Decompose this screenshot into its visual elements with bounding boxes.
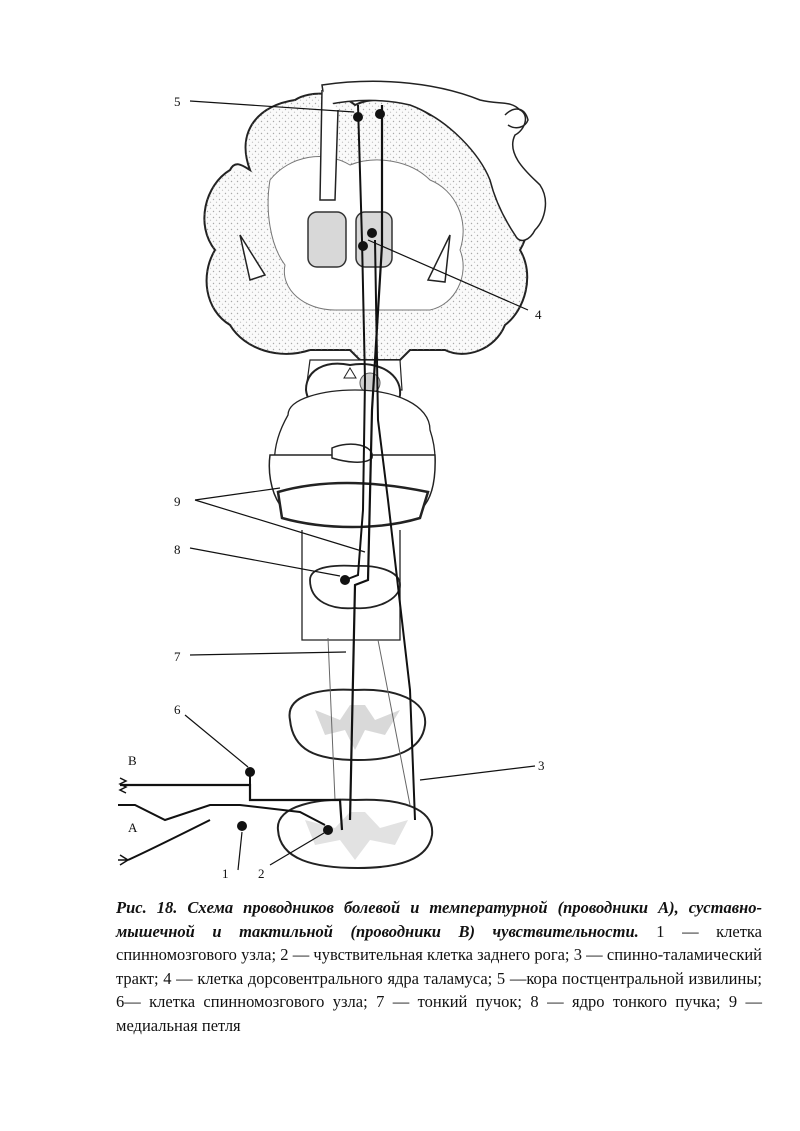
spinal-ganglion-cell-b <box>245 767 255 777</box>
figure-caption <box>116 896 762 1037</box>
cortical-cell-a <box>353 112 363 122</box>
receptor-endings <box>118 778 128 865</box>
thalamus-left <box>308 212 346 267</box>
label-b: B <box>128 753 137 768</box>
label-8: 8 <box>174 542 181 557</box>
label-5: 5 <box>174 94 181 109</box>
caption-title: Рис. 18. Схема проводников болевой и температурной (проводники А), суставно-мышечной и тактильной (проводники В) чувствительности. <box>116 898 762 941</box>
thalamic-cell-b <box>358 241 368 251</box>
thalamic-cell-a <box>367 228 377 238</box>
label-a: A <box>128 820 138 835</box>
spinal-cord-upper-section <box>290 690 426 760</box>
label-9: 9 <box>174 494 181 509</box>
pathway-diagram-svg <box>110 60 570 890</box>
label-6: 6 <box>174 702 181 717</box>
gracile-nucleus-cell <box>340 575 350 585</box>
pathway-diagram <box>110 60 570 890</box>
spinal-cord-lower-section <box>278 800 432 868</box>
cortical-cell-b <box>375 109 385 119</box>
pons-section <box>278 483 428 527</box>
brainstem <box>269 360 435 640</box>
label-4: 4 <box>535 307 542 322</box>
label-3: 3 <box>538 758 545 773</box>
label-1: 1 <box>222 866 229 881</box>
label-7: 7 <box>174 649 181 664</box>
spinal-ganglion-cell-a <box>237 821 247 831</box>
dorsal-horn-cell <box>323 825 333 835</box>
label-2: 2 <box>258 866 265 881</box>
caption-legend: 1 — клетка спинномозгового узла; 2 — чувствительная клетка заднего рога; 3 — спинно-таламический тракт; 4 — клетка дорсовентрального ядра таламуса; 5 —кора постцентральной извилины; 6— клетка спинномозгового узла; 7 — тонкий пучок; 8 — ядро тонкого пучка; 9 — медиальная петля <box>116 921 763 1035</box>
